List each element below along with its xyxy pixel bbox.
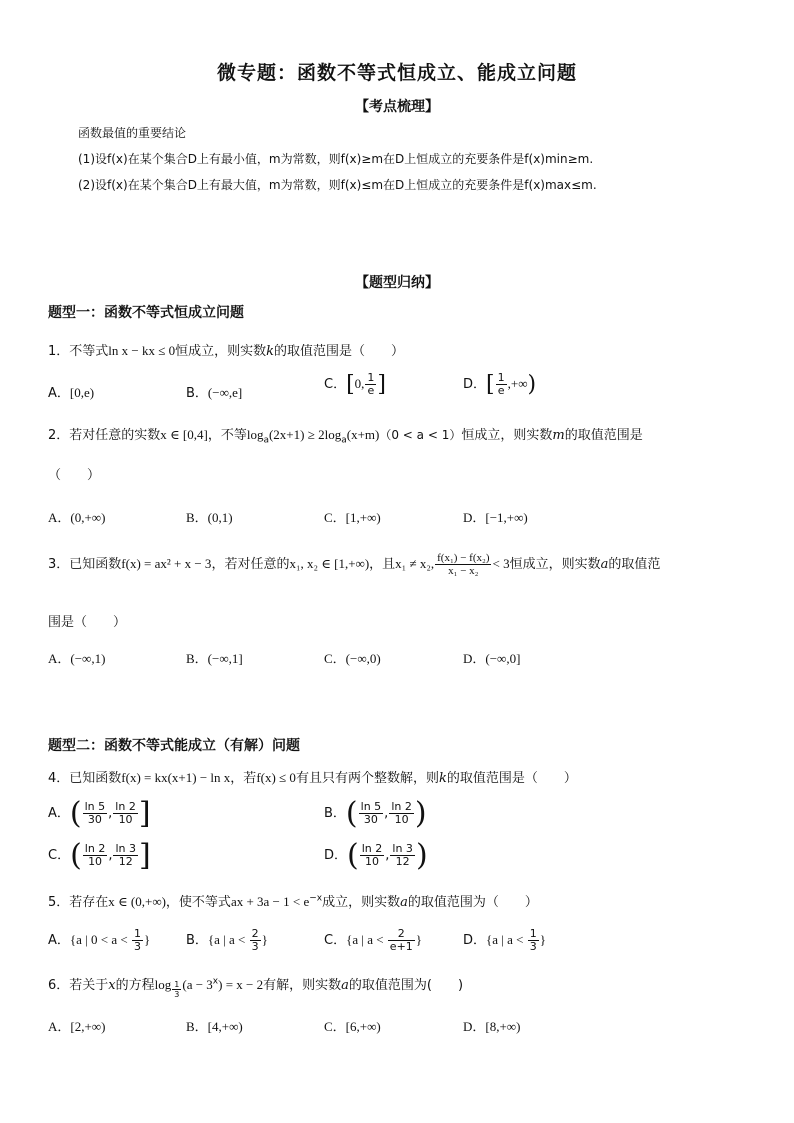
q2-option-d[interactable]: D．[−1,+∞)	[463, 510, 528, 525]
q5-option-d[interactable]: D．{a | a < $\frac{1}{3}$ }	[463, 927, 546, 953]
kaodian-line-1: (1)设f(x)在某个集合D上有最小值，m为常数，则f(x)≥m在D上恒成立的充要条件是f(x)min≥m.	[78, 152, 594, 166]
kaodian-line-2: (2)设f(x)在某个集合D上有最大值，m为常数，则f(x)≤m在D上恒成立的充要条件是f(x)max≤m.	[78, 178, 597, 192]
question-6-stem: 6．若关于x的方程log $\frac{1}{3}$ $(a - 3^x) = x - 2$有解，则实数a的取值范围为( )	[48, 976, 464, 999]
q3-option-d[interactable]: D．(−∞,0]	[463, 651, 521, 666]
type-heading-2: 题型二：函数不等式能成立（有解）问题	[48, 738, 300, 754]
q4-option-a[interactable]: A．( $\frac{\ln 5}{30}$ , $\frac{\ln 2}{10}$ ]	[48, 796, 151, 831]
q1-option-d[interactable]: D．[ $\frac{1}{e}$ ,+∞)	[463, 371, 537, 397]
q4-option-c[interactable]: C．( $\frac{\ln 2}{10}$ , $\frac{\ln 3}{12}$ ]	[48, 838, 151, 873]
page-title: 微专题：函数不等式恒成立、能成立问题	[216, 62, 577, 84]
q2-option-c[interactable]: C．[1,+∞)	[324, 510, 381, 525]
question-5-stem: 5．若存在x ∈ (0,+∞)，使不等式ax + $3a - 1 < e^{-x}$成立，则实数a的取值范围为（ ）	[48, 893, 538, 910]
q5-option-b[interactable]: B．{a | a < $\frac{2}{3}$ }	[186, 927, 268, 953]
section-heading-kaodian: 【考点梳理】	[355, 99, 439, 115]
question-3-stem: 3．已知函数f(x) = ax² + x − 3，若对任意的x₁, x₂ ∈ [1,+∞)，且x₁ ≠ x₂, $\frac{\text{f(x₁) − f(x₂)}}{\text{x₁ − x₂}}$ < 3恒成立，则实数a的取值范	[48, 552, 661, 577]
type-heading-1: 题型一：函数不等式恒成立问题	[48, 305, 244, 321]
q1-option-a[interactable]: A．[0,e)	[48, 385, 95, 401]
q2-option-b[interactable]: B．(0,1)	[186, 510, 233, 525]
q3-option-b[interactable]: B．(−∞,1]	[186, 651, 243, 666]
q5-option-a[interactable]: A．{a | 0 < a < $\frac{1}{3}$ }	[48, 927, 151, 953]
q4-option-b[interactable]: B．( $\frac{\ln 5}{30}$ , $\frac{\ln 2}{10}$ )	[324, 796, 427, 831]
q3-option-a[interactable]: A．(−∞,1)	[48, 651, 106, 666]
q4-option-d[interactable]: D．( $\frac{\ln 2}{10}$ , $\frac{\ln 3}{12}$ )	[324, 838, 428, 873]
q2-option-a[interactable]: A．(0,+∞)	[48, 510, 106, 525]
question-2-paren: （ ）	[48, 468, 101, 483]
kaodian-heading: 函数最值的重要结论	[78, 126, 187, 140]
question-2-stem: 2．若对任意的实数x ∈ [0,4]，不等$\log_a(2x+1) \ge 2\log_a(x+m)(0 < a < 1)$恒成立，则实数m的取值范围是	[48, 427, 643, 446]
q6-option-d[interactable]: D．[8,+∞)	[463, 1019, 521, 1034]
section-heading-tixing: 【题型归纳】	[355, 275, 439, 291]
q5-option-c[interactable]: C．{a | a < $\frac{2}{e+1}$ }	[324, 927, 423, 953]
q3-option-c[interactable]: C．(−∞,0)	[324, 651, 381, 666]
q6-option-a[interactable]: A．[2,+∞)	[48, 1019, 106, 1034]
q1-option-b[interactable]: B．(−∞,e]	[186, 385, 243, 401]
q6-option-b[interactable]: B．[4,+∞)	[186, 1019, 243, 1034]
question-3-stem-cont: 围是（ ）	[48, 615, 127, 630]
q6-option-c[interactable]: C．[6,+∞)	[324, 1019, 381, 1034]
question-1-stem: 1．不等式ln x − kx ≤ 0恒成立，则实数k的取值范围是（ ）	[48, 343, 405, 359]
question-4-stem: 4．已知函数f(x) = kx(x+1) − ln x，若f(x) ≤ 0有且只有两个整数解，则k的取值范围是（ ）	[48, 770, 577, 786]
q1-option-c[interactable]: C．[0, $\frac{1}{e}$ ]	[324, 371, 387, 397]
